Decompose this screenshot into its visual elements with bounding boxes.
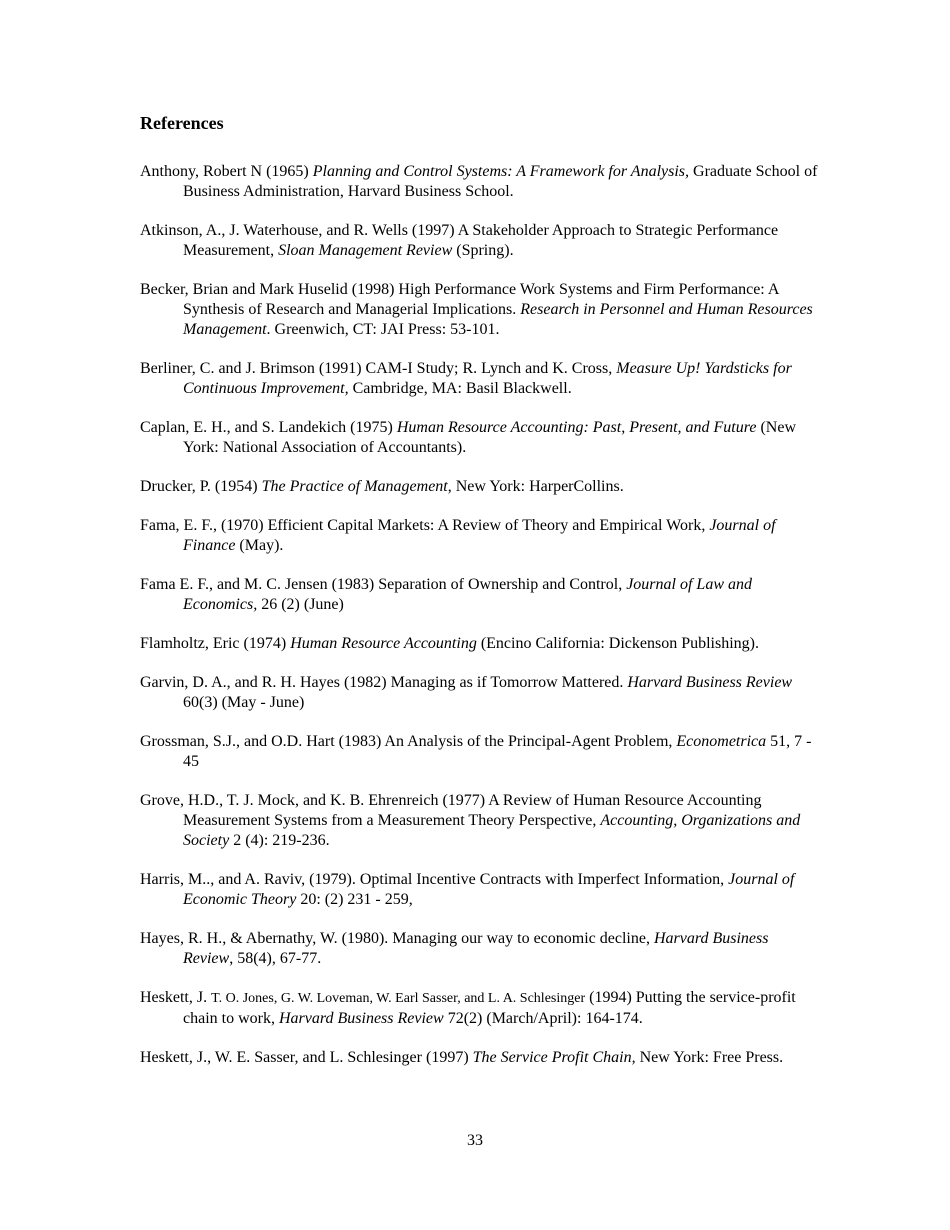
reference-title: Measure Up! Yardsticks for Continuous Improvement, [183, 360, 792, 397]
reference-text: Becker, Brian and Mark Huselid (1998) High Performance Work Systems and Firm Performance: A Synthesis of Research and Managerial Implications. [140, 281, 779, 318]
reference-entry [140, 221, 820, 261]
reference-text: (May). [235, 537, 284, 554]
reference-text: Flamholtz, Eric (1974) [140, 635, 291, 652]
reference-text: Drucker, P. (1954) [140, 478, 262, 495]
reference-text: Heskett, J. [140, 989, 212, 1006]
reference-text: 51, 7 - 45 [183, 733, 812, 770]
reference-entry [140, 359, 820, 399]
reference-entry [140, 575, 820, 615]
reference-title: The Service Profit Chain, [472, 1049, 636, 1066]
reference-text: Graduate School of Business Administration, Harvard Business School. [183, 163, 818, 200]
page-number: 33 [467, 1132, 483, 1149]
reference-title: Human Resource Accounting [290, 635, 477, 652]
reference-text: Heskett, J., W. E. Sasser, and L. Schlesinger (1997) [140, 1049, 473, 1066]
reference-text: Grossman, S.J., and O.D. Hart (1983) An Analysis of the Principal-Agent Problem, [140, 733, 677, 750]
reference-text: , New York: HarperCollins. [447, 478, 624, 495]
reference-entry [140, 1048, 820, 1068]
references-heading: References [140, 113, 224, 133]
reference-text: New York: Free Press. [635, 1049, 784, 1066]
reference-text: Garvin, D. A., and R. H. Hayes (1982) Managing as if Tomorrow Mattered. [140, 674, 628, 691]
reference-entry [140, 732, 820, 772]
reference-text: T. O. Jones, G. W. Loveman, W. Earl Sasser, and L. A. Schlesinger [211, 991, 586, 1006]
reference-title: Human Resource Accounting: Past, Present, and Future [396, 419, 757, 436]
reference-entry [140, 634, 820, 654]
reference-text: 72(2) (March/April): 164-174. [443, 1010, 643, 1027]
reference-text: Fama, E. F., (1970) Efficient Capital Markets: A Review of Theory and Empirical Work, [140, 517, 710, 534]
reference-title: Harvard Business Review [183, 930, 769, 967]
reference-text: Fama E. F., and M. C. Jensen (1983) Separation of Ownership and Control, [140, 576, 627, 593]
reference-title: Journal of Law and Economics, [183, 576, 752, 613]
reference-text: (Spring). [452, 242, 514, 259]
reference-entry [140, 673, 820, 713]
reference-text: Berliner, C. and J. Brimson (1991) CAM-I Study; R. Lynch and K. Cross, [140, 360, 617, 377]
reference-text: (1994) Putting the service-profit chain to work, [183, 989, 796, 1027]
reference-text: Hayes, R. H., & Abernathy, W. (1980). Managing our way to economic decline, [140, 930, 654, 947]
references-list [140, 162, 820, 1087]
reference-text: Anthony, Robert N (1965) [140, 163, 313, 180]
reference-entry [140, 929, 820, 969]
reference-text: 60(3) (May - June) [183, 694, 305, 711]
reference-text: . Greenwich, CT: JAI Press: 53-101. [266, 321, 500, 338]
reference-entry [140, 477, 820, 497]
reference-entry [140, 988, 820, 1029]
reference-entry [140, 516, 820, 556]
reference-text: Cambridge, MA: Basil Blackwell. [348, 380, 572, 397]
reference-entry [140, 791, 820, 851]
reference-title: Harvard Business Review [278, 1010, 444, 1027]
reference-text: , 58(4), 67-77. [229, 950, 322, 967]
reference-entry [140, 870, 820, 910]
reference-title: Journal of Finance [183, 517, 776, 554]
reference-text: (Encino California: Dickenson Publishing). [476, 635, 759, 652]
reference-title: Harvard Business Review [627, 674, 793, 691]
reference-title: Accounting, Organizations and Society [183, 812, 801, 849]
reference-text: 2 (4): 219-236. [229, 832, 330, 849]
reference-text: 26 (2) (June) [257, 596, 344, 613]
reference-text: 20: (2) 231 - 259, [296, 891, 413, 908]
reference-text: Grove, H.D., T. J. Mock, and K. B. Ehrenreich (1977) A Review of Human Resource Accounting Measurement Systems from a Measurement Theory Perspective, [140, 792, 762, 829]
reference-text: Atkinson, A., J. Waterhouse, and R. Wells (1997) A Stakeholder Approach to Strategic Performance Measurement, [140, 222, 779, 259]
reference-text: Caplan, E. H., and S. Landekich (1975) [140, 419, 397, 436]
reference-title: Sloan Management Review [278, 242, 453, 259]
reference-entry [140, 280, 820, 340]
reference-title: Econometrica [676, 733, 767, 750]
reference-title: The Practice of Management [261, 478, 448, 495]
reference-entry [140, 418, 820, 458]
reference-title: Research in Personnel and Human Resources Management [183, 301, 813, 338]
reference-text: (New York: National Association of Accountants). [183, 419, 797, 456]
reference-title: Journal of Economic Theory [183, 871, 795, 908]
reference-entry [140, 162, 820, 202]
reference-text: Harris, M.., and A. Raviv, (1979). Optimal Incentive Contracts with Imperfect Information, [140, 871, 729, 888]
reference-title: Planning and Control Systems: A Framework for Analysis, [312, 163, 690, 180]
